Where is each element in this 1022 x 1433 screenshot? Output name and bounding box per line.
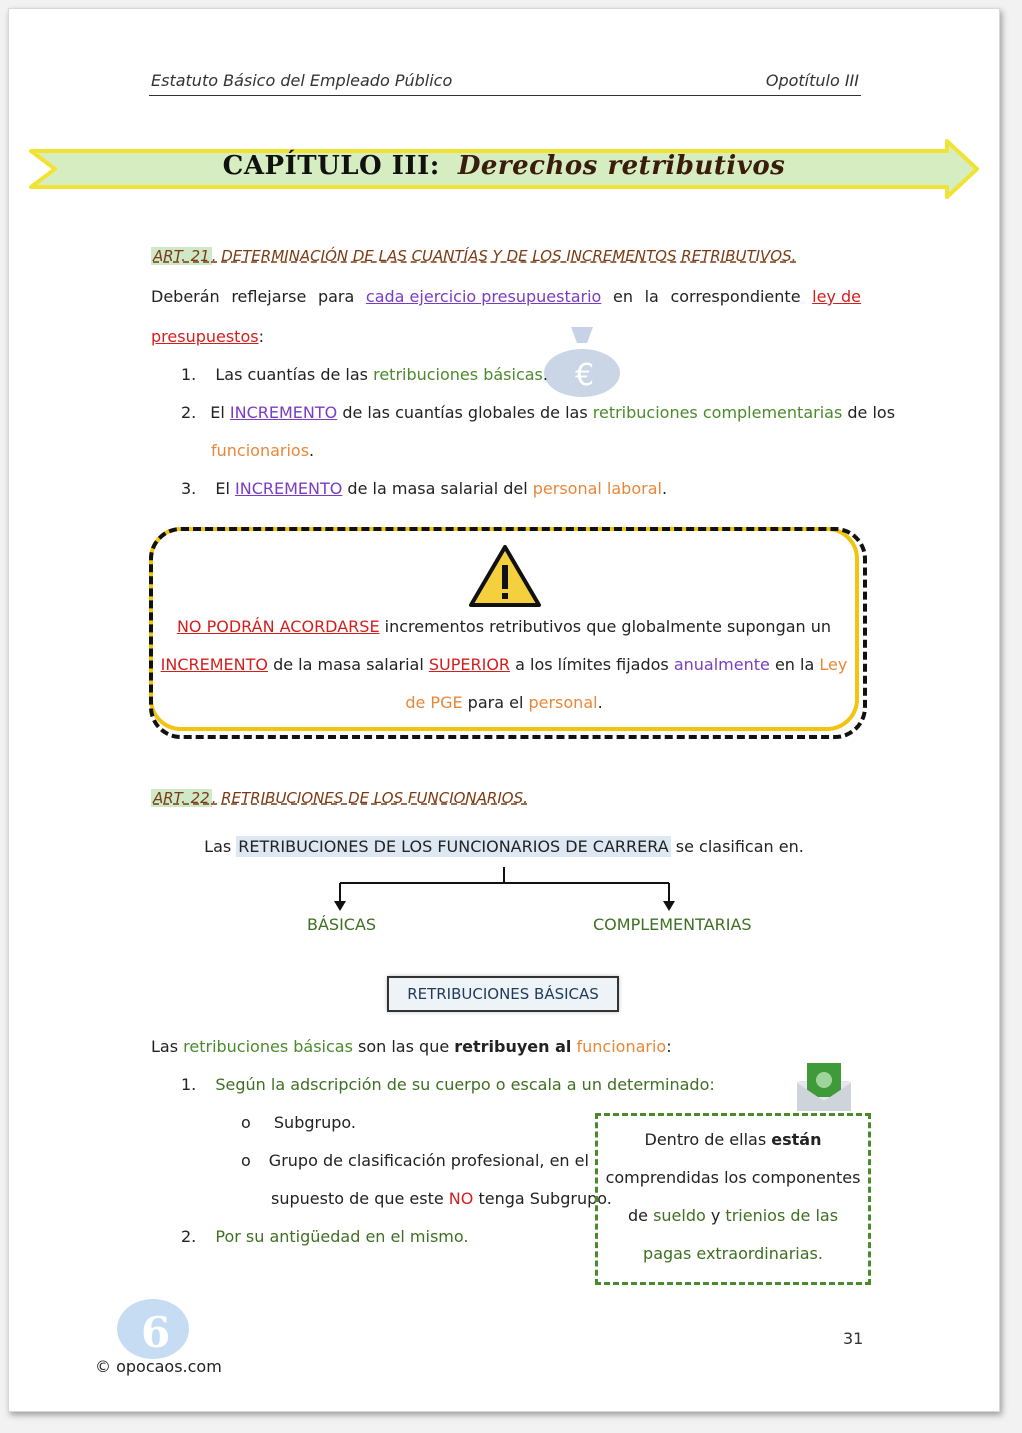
word: la [644,287,659,306]
note-text: Dentro de ellas [644,1130,772,1149]
note-line-1 [598,1130,868,1149]
sueldo: sueldo [653,1206,706,1225]
intro-text: Las [204,837,237,856]
desc-highlight: retribuciones básicas [183,1037,353,1056]
warning-text: incrementos retributivos que globalmente supongan un [379,617,832,636]
art22-desc [151,1037,672,1056]
item-text: de los [842,403,896,422]
presupuestario-link: cada ejercicio presupuestario [365,287,602,306]
intro-text: se clasifican en. [670,837,804,856]
sub-text: Subgrupo. [273,1113,356,1132]
chapter-label: CAPÍTULO III: [222,151,440,181]
branch-complementarias: COMPLEMENTARIAS [593,915,752,934]
sub-text: tenga Subgrupo. [473,1189,612,1208]
word: correspondiente [670,287,801,306]
colon: : [258,327,264,346]
note-box [595,1113,871,1285]
warning-line-2 [149,655,859,674]
item-text: Según la adscripción de su cuerpo o escala a un determinado: [215,1075,715,1094]
warning-line-3 [149,693,859,712]
ley-link: ley de [812,287,861,306]
item-text: El [210,403,230,422]
note-bold: están [771,1130,822,1149]
word: para [317,287,355,306]
warning-text: para el [462,693,529,712]
note-text: y [705,1206,726,1225]
intro-highlight: RETRIBUCIONES DE LOS FUNCIONARIOS DE CARRERA [238,837,669,856]
desc-highlight: funcionario [576,1037,667,1056]
sub-text: supuesto de que este [271,1189,449,1208]
classification-tree-connector [329,865,679,915]
art21-item-2-cont [211,441,314,460]
desc-end: : [666,1037,672,1056]
art22-item-1 [181,1075,715,1094]
bullet: o [241,1113,251,1132]
logo-glyph: 6 [141,1308,171,1357]
item-highlight: funcionarios [211,441,310,460]
art22-item-2 [181,1227,468,1246]
branch-basicas: BÁSICAS [307,915,377,934]
item-end: . [309,441,315,460]
art21-item-1 [181,365,548,384]
document-page [8,8,1000,1412]
art22-sub-2 [241,1151,589,1170]
note-line-2: comprendidas los componentes [605,1168,861,1187]
art22-number: ART. 22 [153,789,210,807]
desc-bold: retribuyen al [454,1037,572,1056]
money-bag-icon [541,317,623,397]
chapter-title [9,151,999,181]
art21-number: ART. 21 [153,247,210,265]
art22-sub-1 [241,1113,356,1132]
pge: de PGE [405,693,463,712]
item-highlight: retribuciones básicas [373,365,543,384]
note-line-4: pagas extraordinarias. [643,1244,823,1263]
svg-text:€: € [575,358,595,393]
opocaos-logo [113,1295,193,1361]
art21-title: . DETERMINACIÓN DE LAS CUANTÍAS Y DE LOS INCREMENTOS RETRIBUTIVOS. [211,247,797,265]
incremento-link: INCREMENTO [229,403,338,422]
art21-heading [151,247,796,265]
item-number: 2. [181,1227,197,1246]
warning-line-1 [149,617,859,636]
superior-red: SUPERIOR [428,655,511,674]
personal: personal [528,693,598,712]
word: reflejarse [231,287,307,306]
sub-text: , en el [539,1151,589,1170]
incremento-link: INCREMENTO [235,479,343,498]
note-line-3 [598,1206,868,1225]
item-number: 1. [181,1075,197,1094]
art22-title: . RETRIBUCIONES DE LOS FUNCIONARIOS. [211,789,528,807]
desc-text: son las que [352,1037,455,1056]
anualmente: anualmente [673,655,770,674]
warning-triangle-icon [467,543,543,609]
art21-item-3 [181,479,667,498]
warning-end: . [597,693,603,712]
page-number: 31 [843,1329,864,1348]
sub-text: Grupo de clasificación profesional [268,1151,540,1170]
no-word: NO [448,1189,474,1208]
warning-text: de la masa salarial [268,655,429,674]
item-highlight: retribuciones complementarias [592,403,843,422]
header-left-title: Estatuto Básico del Empleado Público [151,71,453,90]
art21-intro-line1 [151,287,861,306]
chapter-name: Derechos retributivos [457,151,786,181]
item-number: 3. [181,479,197,498]
item-end: . [661,479,668,498]
trienios: trienios de las [725,1206,839,1225]
item-end: . [542,365,548,384]
warning-text: a los límites fijados [510,655,674,674]
header-divider [149,95,861,96]
item-number: 2. [181,403,197,422]
desc-text: Las [151,1037,184,1056]
warning-text: en la [769,655,820,674]
item-number: 1. [181,365,197,384]
item-text: de las cuantías globales de las [337,403,593,422]
art22-heading [151,789,528,807]
art22-sub-2-cont [271,1189,612,1208]
ley-word: Ley [819,655,848,674]
copyright: © opocaos.com [95,1357,222,1376]
word: Deberán [151,287,220,306]
bullet: o [241,1151,251,1170]
item-highlight: personal laboral [532,479,662,498]
money-envelope-icon [795,1061,853,1113]
presupuestos-link: presupuestos [151,327,259,346]
header-right-title: Opotítulo III [765,71,859,90]
art21-item-2 [181,403,896,422]
retribuciones-basicas-box: RETRIBUCIONES BÁSICAS [387,976,619,1012]
no-podran-acordarse: NO PODRÁN ACORDARSE [176,617,380,636]
item-text: Por su antigüedad en el mismo. [215,1227,469,1246]
word: en [612,287,633,306]
item-text: Las cuantías de las [215,365,374,384]
art22-intro [149,837,859,856]
incremento-red: INCREMENTO [160,655,268,674]
item-text: El [215,479,235,498]
note-text: de [627,1206,654,1225]
art21-intro-line2 [151,327,264,346]
item-text: de la masa salarial del [342,479,533,498]
